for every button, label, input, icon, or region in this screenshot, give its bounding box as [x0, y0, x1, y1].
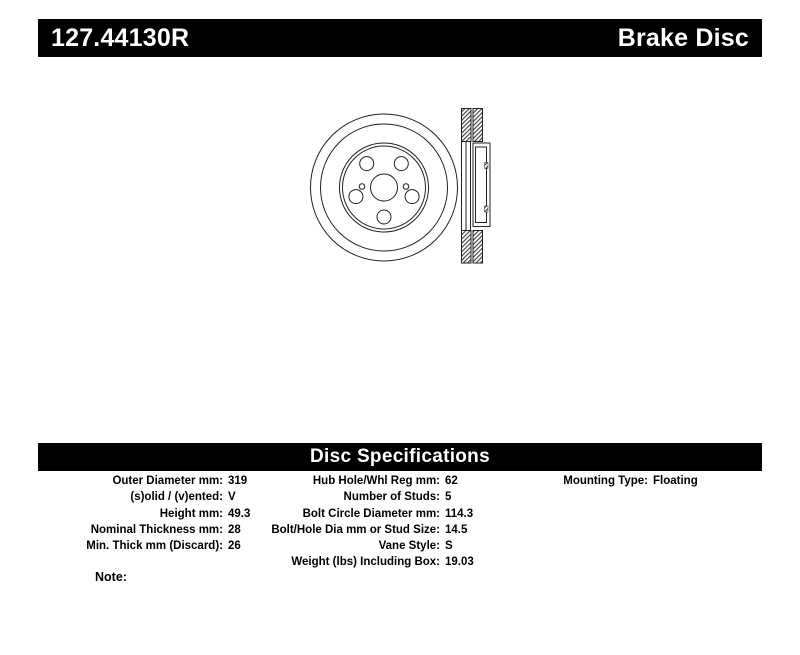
spec-section-title: Disc Specifications	[310, 446, 490, 467]
spec-value: Floating	[653, 475, 698, 487]
spec-label: Bolt/Hole Dia mm or Stud Size:	[271, 523, 440, 536]
spec-label: Outer Diameter mm:	[112, 475, 223, 487]
spec-value: 19.03	[445, 556, 474, 569]
spec-row-weight	[262, 554, 474, 570]
spec-value: 28	[228, 523, 241, 536]
spec-row-solid-vented	[38, 489, 250, 505]
spec-label: Bolt Circle Diameter mm:	[302, 507, 440, 520]
spec-label: Min. Thick mm (Discard):	[86, 540, 223, 553]
spec-label: Weight (lbs) Including Box:	[291, 556, 440, 569]
spec-label: (s)olid / (v)ented:	[130, 491, 223, 504]
spec-row-height	[38, 506, 250, 522]
part-number: 127.44130R	[51, 23, 190, 52]
spec-column-left	[38, 473, 250, 554]
set-screw-holes	[359, 184, 409, 190]
spec-label: Number of Studs:	[343, 491, 440, 504]
spec-value: 114.3	[445, 507, 474, 520]
spec-row-min-thickness	[38, 538, 250, 554]
spec-value: 26	[228, 540, 241, 553]
spec-value: V	[228, 491, 236, 504]
spec-value: S	[445, 540, 453, 553]
spec-column-middle	[262, 473, 474, 571]
spec-row-nominal-thickness	[38, 522, 250, 538]
brake-disc-technical-drawing	[295, 100, 500, 270]
spec-value: 319	[228, 475, 248, 487]
stud-holes	[349, 157, 419, 224]
title-bar	[38, 19, 762, 57]
spec-value: 49.3	[228, 507, 251, 520]
product-type-title: Brake Disc	[617, 23, 749, 52]
brake-disc-front-view	[311, 114, 458, 261]
spec-label: Height mm:	[159, 507, 223, 520]
spec-label: Mounting Type:	[563, 475, 648, 487]
spec-label: Hub Hole/Whl Reg mm:	[312, 475, 440, 487]
spec-section-header	[38, 443, 762, 471]
spec-row-hub-hole	[262, 473, 474, 489]
spec-row-number-of-studs	[262, 489, 474, 505]
spec-value: 5	[445, 491, 452, 504]
spec-label: Nominal Thickness mm:	[90, 523, 223, 536]
spec-value: 62	[445, 475, 458, 487]
spec-label: Vane Style:	[378, 540, 440, 553]
spec-column-right	[545, 473, 698, 489]
center-bore	[371, 174, 398, 201]
spec-row-bolt-hole-dia	[262, 522, 474, 538]
note-label: Note:	[95, 570, 127, 584]
spec-row-bolt-circle-diameter	[262, 506, 474, 522]
spec-row-outer-diameter	[38, 473, 250, 489]
spec-value: 14.5	[445, 523, 468, 536]
spec-row-mounting-type	[545, 473, 698, 489]
brake-disc-side-view	[462, 109, 491, 264]
spec-row-vane-style	[262, 538, 474, 554]
